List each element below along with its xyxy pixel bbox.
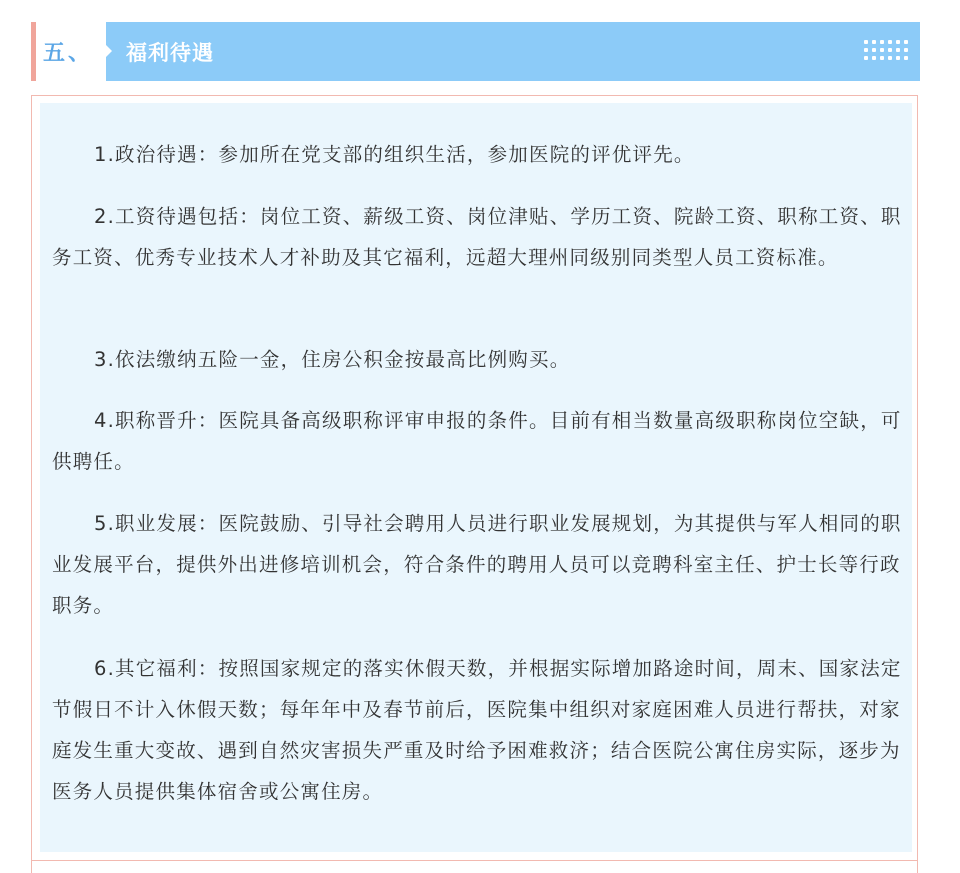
paragraph-salary: 2.工资待遇包括：岗位工资、薪级工资、岗位津贴、学历工资、院龄工资、职称工资、职务工资、优秀专业技术人才补助及其它福利，远超大理州同级别同类型人员工资标准。 xyxy=(52,205,902,269)
header-accent-bar xyxy=(31,22,36,81)
content-frame xyxy=(31,95,918,873)
divider xyxy=(32,860,917,861)
arrow-pointer-icon xyxy=(106,45,112,57)
section-header xyxy=(31,22,920,81)
dot-grid-icon xyxy=(864,40,908,64)
paragraph-other-benefits: 6.其它福利：按照国家规定的落实休假天数，并根据实际增加路途时间，周末、国家法定节假日不计入休假天数；每年年中及春节前后，医院集中组织对家庭困难人员进行帮扶，对家庭发生重大变故、遇到自然灾害损失严重及时给予困难救济；结合医院公寓住房实际，逐步为医务人员提供集体宿舍或公寓住房。 xyxy=(52,657,902,803)
paragraph-title-promotion: 4.职称晋升：医院具备高级职称评审申报的条件。目前有相当数量高级职称岗位空缺，可供聘任。 xyxy=(52,409,902,473)
section-title: 福利待遇 xyxy=(126,41,214,65)
paragraph-insurance: 3.依法缴纳五险一金，住房公积金按最高比例购买。 xyxy=(94,348,571,371)
section-number: 五、 xyxy=(43,41,94,66)
content-panel xyxy=(40,103,912,852)
header-title-band xyxy=(106,22,920,81)
paragraph-career-development: 5.职业发展：医院鼓励、引导社会聘用人员进行职业发展规划，为其提供与军人相同的职业发展平台，提供外出进修培训机会，符合条件的聘用人员可以竞聘科室主任、护士长等行政职务。 xyxy=(52,512,902,617)
paragraph-political-treatment: 1.政治待遇：参加所在党支部的组织生活，参加医院的评优评先。 xyxy=(94,143,695,166)
